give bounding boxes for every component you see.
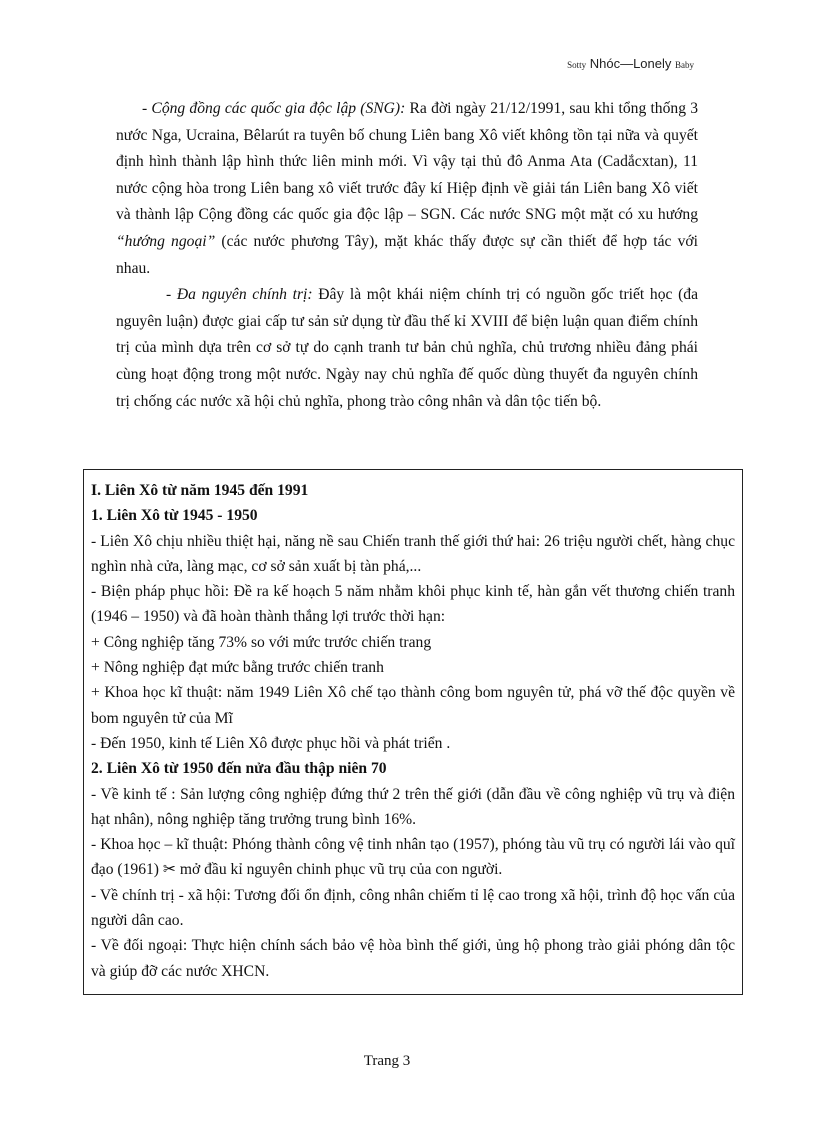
paragraph-sng	[116, 96, 698, 282]
section2-line: - Về đối ngoại: Thực hiện chính sách bảo vệ hòa bình thế giới, ủng hộ phong trào giải phóng dân tộc và giúp đỡ các nước XHCN.	[91, 937, 735, 980]
section1-line: + Công nghiệp tăng 73% so với mức trước chiến trang	[91, 633, 432, 651]
page-header	[567, 56, 694, 71]
term-da-nguyen: Đa nguyên chính trị:	[176, 286, 313, 304]
section2-line: - Về kinh tế : Sản lượng công nghiệp đứng thứ 2 trên thế giới (dẫn đầu về công nghiệp vũ trụ và điện hạt nhân), nông nghiệp tăng trưởng trung bình 16%.	[91, 785, 735, 828]
box-title: I. Liên Xô từ năm 1945 đến 1991	[91, 482, 309, 499]
sng-text-a: Ra đời ngày 21/12/1991, sau khi tổng thống 3 nước Nga, Ucraina, Bêlarút ra tuyên bố chung Liên bang Xô viết không tồn tại nữa và quyết định hình thành lập hình thức liên minh mới. Vì vậy tại thủ đô Anma Ata (Cadắcxtan), 11 nước cộng hòa trong Liên bang xô viết trước đây kí Hiệp định về giải tán Liên bang Xô viết và thành lập Cộng đồng các quốc gia độc lập – SGN. Các nước SNG một mặt có xu hướng	[116, 100, 699, 224]
section2-line: - Khoa học – kĩ thuật: Phóng thành công vệ tinh nhân tạo (1957), phóng tàu vũ trụ có người lái vào quĩ đạo (1961) ✂ mở đầu kỉ nguyên chinh phục vũ trụ của con người.	[91, 836, 735, 879]
lead-dash: -	[142, 100, 152, 117]
term-sng: Cộng đồng các quốc gia độc lập (SNG):	[151, 100, 406, 117]
section1-line: - Biện pháp phục hồi: Đề ra kế hoạch 5 năm nhằm khôi phục kinh tế, hàn gắn vết thương chiến tranh (1946 – 1950) và đã hoàn thành thắng lợi trước thời hạn:	[91, 583, 735, 626]
section1-heading: 1. Liên Xô từ 1945 - 1950	[91, 507, 258, 525]
section1-line: + Nông nghiệp đạt mức bằng trước chiến tranh	[91, 659, 384, 677]
sng-text-b: (các nước phương Tây), mặt khác thấy được sự cần thiết để hợp tác với nhau.	[116, 232, 698, 277]
section1-line: - Đến 1950, kinh tế Liên Xô được phục hồi và phát triển .	[91, 734, 451, 752]
header-main: Nhóc—Lonely	[589, 56, 672, 71]
intro-text	[116, 96, 698, 415]
summary-box	[83, 469, 743, 995]
quote-huong-ngoai: “hướng ngoại”	[116, 232, 216, 250]
section1-line: - Liên Xô chịu nhiều thiệt hại, năng nề sau Chiến tranh thế giới thứ hai: 26 triệu người chết, hàng chục nghìn nhà cửa, làng mạc, cơ sở sản xuất bị tàn phá,...	[91, 532, 735, 575]
header-small-right: Baby	[675, 60, 694, 70]
paragraph-da-nguyen	[116, 282, 698, 415]
da-nguyen-text: Đây là một khái niệm chính trị có nguồn gốc triết học (đa nguyên luận) được giai cấp tư sản sử dụng từ đầu thế kỉ XVIII để biện luận quan điểm chính trị của mình dựa trên cơ sở tự do cạnh tranh tư bản chủ nghĩa, chủ trương nhiều đảng phái cùng hoạt động trong một nước. Ngày nay chủ nghĩa đế quốc dùng thuyết đa nguyên chính trị chống các nước xã hội chủ nghĩa, phong trào công nhân và dân tộc tiến bộ.	[116, 286, 699, 410]
header-small-left: Sotty	[567, 60, 587, 70]
lead-dash: -	[166, 286, 177, 304]
page-number: Trang 3	[363, 1053, 411, 1069]
section2-line: - Về chính trị - xã hội: Tương đối ổn định, công nhân chiếm tỉ lệ cao trong xã hội, trình độ học vấn của người dân cao.	[91, 886, 735, 930]
section1-line: + Khoa học kĩ thuật: năm 1949 Liên Xô chế tạo thành công bom nguyên tử, phá vỡ thế độc quyền về bom nguyên tử của Mĩ	[91, 684, 735, 727]
section2-heading: 2. Liên Xô từ 1950 đến nửa đầu thập niên 70	[91, 760, 387, 778]
